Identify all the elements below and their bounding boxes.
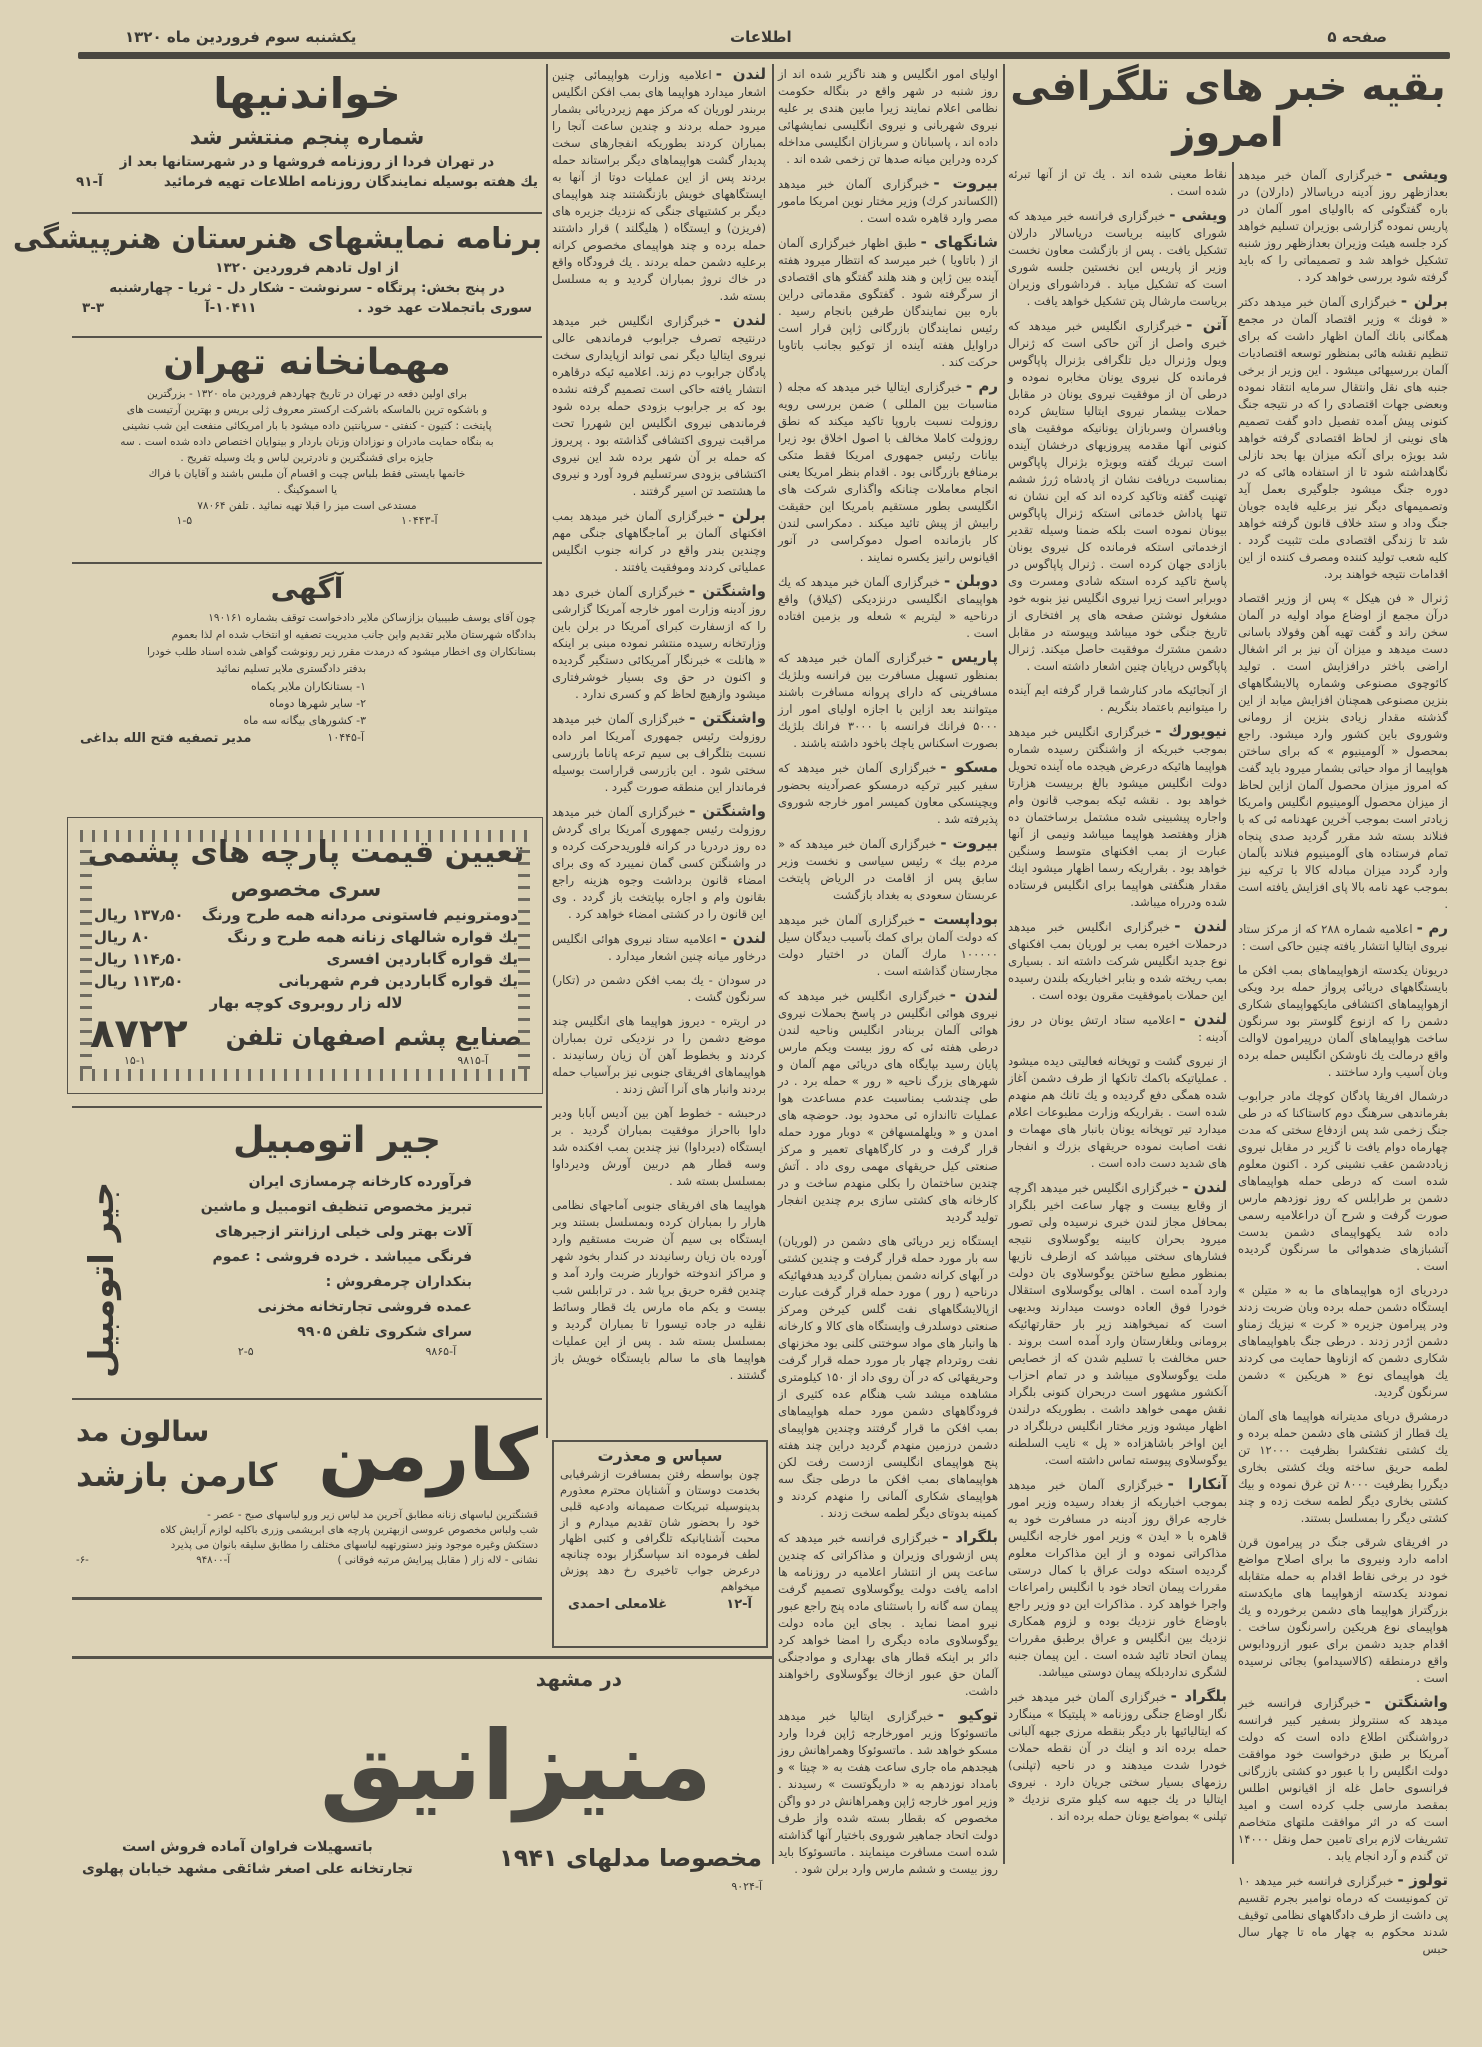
ad-divider	[72, 1398, 542, 1400]
ad-code: -۶-	[76, 1555, 89, 1566]
news-text: اعلامیه ستاد نیروی هوائی انگلیس درخاور میانه چنین اشعار میدارد .	[552, 932, 766, 963]
ad-divider	[72, 336, 542, 338]
news-text: خبرگزاری انگلیس خبر میدهد اگرچه از وقایع بیست و چهار ساعت اخیر بلگراد بمحافل مجاز لندن خبری نرسیده ولی تصور میرود بحران کابینه یوگوسلاوی نتیجه فشارهای سختی میباشد که ازطرف نازیها بمنظور مطیع ساختن یوگوسلاوی بان دولت وارد آمده است . اهالی یوگوسلاوی استقلال خودرا فوق العاده دوست میدارند وبدیهی است که نمیخواهند زیر بار حقارتهائیکه برومانی وبلغارستان وارد آمده است بروند . حس مخالفت با تسلیم شدن که از خصایص ملت یوگوسلاوی میباشد و در تمام احزاب آنکشور مشهور است دربحران کنونی بلگراد نقش مهمی خواهد داشت . بطوریکه درلندن اظهار میشود وزیر مختار انگلیس دربلگراد در این اواخر باشاهزاده « پل » نایب السلطنه یوگوسلاوی پیوسته تماس داشته است.	[1008, 1181, 1227, 1467]
ad-subtitle: سری مخصوص	[230, 877, 382, 901]
news-text: خبرگزاری آلمان خبر میدهد که « مردم بیك » رئیس سیاسی و نخست وزیر سابق پس از اقامت در الریاض پایتخت عربستان سعودی به بغداد بازگشت	[778, 837, 998, 902]
ad-title: جیر اتومبیل	[233, 1120, 441, 1161]
ad-line: برای اولین دفعه در تهران در تاریخ چهاردهم فروردین ماه ۱۳۲۰ - بزرگترین	[147, 388, 467, 400]
price-item: یك قواره گاباردین فرم شهربانی	[278, 972, 518, 990]
ad-line: دستکش وغیره موجود ونیز دستورتهیه لباسهای مختلف را مطابق سلیقه بانوان می پذیرد	[170, 1540, 538, 1551]
news-item	[1008, 317, 1227, 675]
news-text: خبرگزاری آلمان خبر میدهد دکتر « فونك » وزیر اقتصاد آلمان در مجمع همگانی بانك آلمان اظهار داشت که برای تنظیم نقشه هائی بمنظور توسعه اقتصادیات آلمان بررسیهائی میشود . این وزیر از برخی جنبه های نقل وانتقال سرمایه انتقاد نموده وبعضی جهات اقتصادی را که در نتیجه جنگ کنونی پیش آمده تفصیل دادو گفت تصمیم های نوینی از لحاظ اقتصادی گرفته خواهد شد بویژه برای آنکه میزان بها بحد نازلی نگاهداشته شود تا از استفاده هائی که در دوره جنگ میشود جلوگیری بعمل آید وتصمیمهای دیگر نیز برعلیه فایده جویان جنگ وداد و ستد خلاف قانون گرفته خواهد شد تا زندگی اقتصادی ملت تثبیت گردد . کلیه شعب تولید کننده ومصرف کننده از این اقدامات نتیجه خواهند برد.	[1238, 295, 1448, 581]
ad-code: آ-۱۰۴۴۳	[401, 514, 438, 527]
notice-title: سپاس و معذرت	[597, 1446, 723, 1465]
news-text: اعلامیه وزارت هواپیمائی چنین اشعار میدارد هواپیما های بمب افکن انگلیس بربندر لوریان که مرکز مهم زیردریائی بشمار میرود حمله بردند و چندین ساعت آنجا را بمباران کردند بطوریکه انفجارهای سخت پدیدار گشت هواپیماهای دیگر براستاند حمله بردند پس از این عملیات دوتا از آنها به ایستگاههای خویش بازنگشتند چند هواپیمای دیگر بر کشتیهای جنگی که نزدیك جزیره های (فریزن) و ایستگاه ( هلیگلند ) قرار داشتند حمله برده و چند هواپیمای مخصوص کرانه برعلیه دشمن حمله بردند . یك فرودگاه واقع در خاك نروژ بمباران گردید و به مسلسل بسته شد.	[552, 68, 766, 303]
ad-text: یك هفته بوسیله نمایندگان روزنامه اطلاعات تهیه فرمائید	[163, 174, 538, 190]
news-dateline: دوبلن -	[944, 572, 999, 590]
news-dateline: لندن -	[714, 311, 766, 329]
news-text: خبرگزاری انگلیس خبر میدهد که خبری واصل از آتن حاکی است که ژنرال ویول وژنرال دیل تلگرافی بژنرال پاپاگوس فرمانده کل نیروی یونان مخابره نموده و درطی آن از موفقیت نیروی یونان در مقابل حملات بیشمار نیروی ایتالیا ستایش کرده وبافسران وسربازان یونانیکه موفقیت های کنونی آنها مقدمه پیروزیهای درخشان آینده است تبریك گفته وبویژه بژنرال پاپاگوس بمناسبت دریافت نشان از پادشاه ژرژ ششم تهنیت گفته وتاکید کرده اند که این نشان نه تنها پاداش خدماتی استکه ژنرال پاپاگوس بیونان نموده است بلکه ضمنا وسیله تقدیر ازخدماتی استکه فرمانده کل نیروی یونان بازادی جهان کرده است . ژنرال پاپاگوس در پاسخ تاکید کرده استکه شادی ومسرت وی دوبرابر است زیرا نیروی انگلیس نیز بنوبه خود مشغول نوشتن صفحه های پر افتخاری از تاریخ جنگی خود میباشد وپیوسته در مقابل دشمن مشترك موفقیت حاصل میکند. ژنرال پاپاگوس درپایان چنین اشعار داشته است .	[1008, 319, 1227, 673]
ad-line: نشانی - لاله زار ( مقابل پیرایش مرتبه فوقانی )	[337, 1555, 538, 1566]
news-text: ایستگاه زیر دریائی های دشمن در (لوریان) سه بار مورد حمله قرار گرفت و چندین کشتی در آبهای کرانه دشمن بمباران گردید هدفهائیکه درناحیه ( رور ) مورد حمله قرار گرفت عبارت ازپالایشگاههای نفت گلس کیرخن ومرکز صنعتی دوسلدرف وایستگاه های کالا و کارخانه ها وانبار های مواد سوختنی کلنی بود مخزنهای نفت روتردام چهار بار مورد حمله قرار گرفت وحریقهائی که در آن روی داد از ۱۵۰ کیلومتری مشاهده میشد شب هنگام عده کثیری از فرودگاههای دشمن مورد حمله هواپیماهای بمب افکن ما قرار گرفتند وچندین هواپیمای دشمن درزمین منهدم گردید دراین چند هفته پنج هواپیمای انگلیسی ازدست رفت لکن هواپیماهای بمب افکن ما درطی جنگ سه هواپیمای شکاری آلمانی را منهدم کردند و کمینه بدوتای دیگر لطمه سخت زدند .	[778, 1234, 998, 1520]
news-item	[778, 759, 998, 828]
news-item	[778, 1529, 998, 1700]
news-item	[1238, 166, 1448, 286]
price-value: ۱۱۴٫۵۰ ریال	[94, 950, 184, 968]
news-item	[1008, 1688, 1227, 1825]
news-dateline: برلن -	[718, 506, 766, 524]
news-item	[552, 1105, 766, 1190]
ad-line: چون آقای یوسف طبیبیان بزازساکن ملایر دادخواست توقف بشماره ۱۹۰۱۶۱	[208, 612, 536, 624]
ad-company: صنایع پشم اصفهان تلفن	[225, 1023, 522, 1051]
column-divider	[546, 64, 548, 1438]
news-text: خبرگزاری آلمان خبر میدهد بموجب اخباریکه از بغداد رسیده وزیر امور خارجه عراق روز آدینه در مسافرت خود به قاهره با « ایدن » وزیر امور خارجه انگلیس مذاکراتی نموده و از این مذاکرات معلوم گردیده استکه دولت عراق با کمال درستی مقررات پیمان اتحاد خود با انگلیس رامراعات واجرا خواهد کرد . مذاکرات این دو وزیر راجع باوضاع خاور نزدیك بوده و لزوم همکاری نزدیك بین انگلیس و عراق برطبق مقررات پیمان اتحاد تائید شده است . این پیمان جنبه لشگری نداردبلکه پیمان دوستی میباشد.	[1008, 1478, 1227, 1679]
news-item	[552, 710, 766, 796]
news-item	[552, 1197, 766, 1384]
ad-line: فرنگی میباشد . خرده فروشی : عموم	[212, 1249, 472, 1265]
ad-address: لاله زار روبروی کوچه بهار	[209, 994, 403, 1012]
news-text: خبرگزاری ایتالیا خبر میدهد که مجله ( مناسبات بین المللی ) ضمن بررسی رویه روزولت نسبت باروپا تاکید میکند که نطق روزولت کاملا مخالف با اصول اخلاق بود زیرا بیانات رئیس جمهوری امریکا فقط متکی برمنافع بازرگانی بود . اقدام بنظر امریکا یعنی انجام معاملات چنانکه واگذاری شرکت های انگلیسی بطور مستقیم بامریکا این حقیقت رابیش از پیش تائید میکند . دمکراسی لندن کار بازمانده اصول دموکراسی در آنور اقیانوس رانیز یکسره نمایند .	[778, 380, 998, 564]
ad-divider	[72, 1106, 542, 1108]
news-text: خبرگزاری فرانسه خبر میدهد که سنترولز بسفیر کبیر فرانسه درواشنگتن اطلاع داده است که دولت آمریکا بر طبق درخواست خود موافقت دولت انگلیس را با عبور دو کشتی بازرگانی فرانسوی حامل غله از اقیانوس اطلس بمقصد مارسی جلب کرده است و امید است که در اثر موافقت ملتهای متخاصم تشریفات لازم برای تامین حمل ونقل ۱۴۰۰۰ تن گندم و آرد انجام یابد .	[1238, 1696, 1448, 1863]
news-item	[778, 649, 998, 752]
page-number: صفحه ۵	[1327, 28, 1387, 46]
ad-text: در تهران فردا از روزنامه فروشها و در شهرستانها بعد از	[119, 154, 495, 170]
ad-line: جایزه برای قشنگترین و نادرترین لباس و یك وسیله تفریح .	[180, 452, 434, 464]
news-item	[552, 66, 766, 305]
news-text: خبرگزاری آلمان خبر میدهد بعدازظهر روز آدینه دریاسالار (دارلان) در باره گفتگوئی که بااولیای امور آلمان در پاریس نموده گزارشی بوزیران تسلیم خواهد کرد جلسه هیئت وزیران بعدازظهر روز شنبه تشکیل خواهد شد و تصمیماتی را که باید گرفته شود بررسی خواهد کرد .	[1238, 168, 1448, 284]
news-item	[1238, 1408, 1448, 1527]
news-item	[552, 1013, 766, 1098]
price-value: ۱۱۳٫۵۰ ریال	[94, 972, 184, 990]
ad-divider	[72, 1597, 542, 1600]
news-text: اولیای امور انگلیس و هند ناگزیر شده اند از روز شنبه در شهر واقع در بنگاله حکومت نظامی اعلام نمایند زیرا مابین هندی بر علیه نیروی شهربانی و نیروی انگلیسی نمایشهائی داده اند ، پاسبانان و سربازان انگلیسی مداخله کرده ودراین میانه صدها تن زخمی شده اند .	[778, 67, 998, 166]
news-item	[1238, 962, 1448, 1081]
news-item	[1238, 1694, 1448, 1865]
news-dateline: برلن -	[1400, 292, 1448, 310]
news-text: درحبشه - خطوط آهن بین آدیس آبابا ودیر داوا بااحراز موفقیت بمباران گردید . بر ایستگاه (دیرداوا) نیز چندین بمب افکنده شد وسه قطار هم دربین آورش ودیرداوا بمسلسل بسته شد .	[552, 1106, 766, 1188]
news-text: خبرگزاری آلمان خبر میدهد خبر نگار اوضاع جنگی روزنامه « پلیتیکا » مینگارد که ایتالیائیها بار دیگر بنقطه مرزی جبهه آلبانی حمله برده اند و اینك در آن نقطه حملات خودرا شدت میدهند و در ناحیه (تپلنی) رزمهای بسیار سختی جریان دارد . نیروی ایتالیا در یك جبهه سه کیلو متری نزدیك « تپلنی » بمواضع یونان حمله برده اند .	[1008, 1690, 1227, 1823]
ad-list-item: ۱- بستانکاران ملایر یکماه	[250, 680, 366, 693]
news-text: خبرگزاری انگلیس خبر میدهد که نیروی هوائی انگلیس در پاسخ بحملات نیروی هوائی آلمان بربنادر انگلیس وناحیه لندن درطی هفته ئی که روز بیست ویکم مارس پایان رسید بپایگاه های دریائی مهم آلمان و شهرهای بزرگ ناحیه « رور » حمله برد . در طی چندشب بمناسبت عدم مساعدت هوا عملیات تااندازه ئی محدود بود. حوضچه های امدن و « ویلهلمسهافن » دوبار مورد حمله قرار گرفت و در کارگاههای تعمیر و مرکز صنعتی کیل حریقهای مهمی روی داد . آتش چندین ساختمان را بکلی منهدم ساخت و در کارخانه های کشتی سازی برم چندین انفجار تولید گردید	[778, 989, 998, 1224]
news-item	[778, 987, 998, 1226]
price-item: یك قواره شالهای زنانه همه طرح و رنگ	[227, 928, 518, 946]
ad-line: به بنگاه حمایت مادران و نوزادان وزنان باردار و بینوایان اختصاص داده شده است . سه	[120, 436, 494, 448]
news-item	[1008, 1476, 1227, 1681]
news-dateline: توکیو -	[937, 1706, 998, 1724]
ad-title: آگهی	[270, 572, 344, 605]
column-divider	[772, 64, 774, 1864]
news-item	[1008, 1011, 1227, 1046]
ad-phone: ۸۷۲۲	[90, 1011, 188, 1057]
news-dateline: لندن -	[1174, 917, 1227, 935]
news-item	[1008, 1053, 1227, 1172]
news-dateline: آتن -	[1186, 316, 1227, 334]
news-text: از آنجائیکه مادر کنارشما قرار گرفته ایم آینده را میتوانیم باعتماد بنگریم .	[1008, 683, 1227, 714]
ad-line: بدادگاه شهرستان ملایر تقدیم واین جانب مدیریت تصفیه او انتخاب شده ام لذا بعموم	[171, 629, 536, 641]
section-headline: بقیه خبر های تلگرافی امروز	[1010, 64, 1446, 156]
news-dateline: بیروت -	[940, 834, 999, 852]
newspaper-name: اطلاعات	[730, 28, 792, 46]
carmen-logo: کارمن	[318, 1413, 538, 1497]
news-dateline: مسکو -	[940, 758, 998, 776]
ad-carmen-salon	[72, 1402, 542, 1594]
news-dateline: ویشی -	[1385, 165, 1448, 183]
ad-code: آ-۹۴۸۰۰	[196, 1555, 231, 1566]
news-column	[778, 66, 999, 1876]
news-text: خبرگزاری فرانسه خبر میدهد که شورای کابینه بریاست دریاسالار دارلان تشکیل یافت . پس از بازگشت معاون نخست وزیر از پاریس این نخستین جلسه شوری است که تشکیل میابد . فرداشورای وزیران بریاست مارشال پتن تشکیل خواهد یافت .	[1008, 209, 1227, 308]
news-text: خبرگزاری ایتالیا خبر میدهد ماتسوئوکا وزیر امورخارجه ژاپن فردا وارد مسکو خواهد شد . ماتسوئوکا وهمراهانش روز هیجدهم ماه جاری ساعت هفت به « چیتا » و بامداد نوزدهم به « داریگوتست » رسیدند . وزیر امور خارجه ژاپن وهمراهانش در دو واگن مخصوص که بقطار بسته شده واز طرف دولت اتحاد جماهیر شوروی باختیار آنها گذاشته شده است مسافرت مینمایند . ماتسوئوکا باید روز بیست و ششم مارس وارد برلن شود .	[778, 1709, 998, 1876]
ad-divider	[72, 1656, 772, 1659]
news-text: ژنرال « فن هیکل » پس از وزیر اقتصاد درآن مجمع از اوضاع مواد اولیه در آلمان سخن راند و گفت تهیه آهن وفولاد باسانی دست میدهد و میزان آن نیز بر اثر اشغال اراضی باختر درافزایش است . تولید کائوچوی مصنوعی وشماره پالایشگاههای بنزین مصنوعی همچنان افزایش میابد از این گذشته مقدار زیادی بنزین از رومانی وشوروی باین کشور وارد میشود. راجع بمحصول « آلومینیوم » که برای ساختن هواپیما از مواد حیاتی بشمار میرود باید گفت که امروز میزان محصول آلمان ازاین لحاظ از میزان محصول آلومینیوم انگلیس وامریکا زیادتر است بموجب آخرین عهدنامه ئی که با فنلاند بسته شد مقرر گردید صدی پنجاه تمام فرستاده های آلومینیوم فنلاند بآلمان وارد گردد میزان مبادله کالا با ترکیه نیز بموجب عهد نامه بالا پای افزایش یافته است .	[1238, 591, 1448, 911]
ad-code: آ-۹۰۲۴	[731, 1880, 762, 1893]
news-column	[1237, 165, 1449, 1956]
news-dateline: واشنگتن -	[689, 709, 766, 727]
ad-city: در مشهد	[535, 1667, 622, 1691]
ad-subtitle: شماره پنجم منتشر شد	[189, 125, 425, 149]
price-row	[84, 948, 528, 970]
masthead-rule	[78, 52, 1450, 59]
price-item: دومترونیم فاستونی مردانه همه طرح ورنگ	[201, 906, 518, 924]
news-dateline: شانگهای -	[920, 233, 998, 251]
ad-signature: مدیر تصفیه فتح الله بداغی	[80, 731, 252, 746]
ad-code: ۱۰۴۱۱-آ	[205, 300, 257, 316]
news-text: اعلامیه شماره ۲۸۸ که از مرکز ستاد نیروی ایتالیا انتشار یافته چنین حاکی است :	[1238, 922, 1448, 953]
news-item	[778, 1233, 998, 1522]
price-row	[84, 904, 528, 926]
ad-line: شب ولباس مخصوص عروسی ازبهترین پارچه های ابریشمی وزری باکلیه لوازم آرایش کلاه	[160, 1525, 538, 1536]
news-dateline: لندن -	[949, 986, 999, 1004]
column-divider	[1003, 64, 1005, 1864]
ad-code: آ-۱۲	[726, 1597, 752, 1612]
news-text: در اریتره - دیروز هواپیما های انگلیس چند موضع دشمن را در نزدیکی ترن بمباران کردند و بخطوط آهن آن زیان رسانیدند . هواپیماهای افریقای جنوبی نیز برآسیاب حمله بردند وانبار های آنرا آتش زدند .	[552, 1014, 766, 1096]
ad-code: آ-۱۰۴۴۵	[327, 731, 364, 744]
news-item	[778, 1707, 998, 1878]
news-text: خبرگزاری آلمان خبر میدهد که سفیر کبیر ترکیه درمسکو عصرآدینه بحضور ویچینسکی معاون کمیسر امور خارجه شوروی پذیرفته شد .	[778, 761, 998, 826]
news-dateline: تولوز -	[1397, 1871, 1449, 1889]
news-item	[1238, 1872, 1448, 1958]
news-dateline: لندن -	[1179, 1010, 1227, 1028]
news-dateline: بلگراد -	[942, 1528, 998, 1546]
news-text: خبرگزاری آلمان خبر میدهد روزولت رئیس جمهوری آمریکا امر داده نسبت بتلگراف بی سیم ترعه پاناما بازرسی سختی شود . این بازرسی قراراست بوسیله فرماندار این منطقه صورت گیرد .	[552, 712, 766, 794]
news-dateline: لندن -	[715, 65, 766, 83]
news-text: نقاط معینی شده اند . یك تن از آنها تبرئه شده است .	[1008, 167, 1227, 198]
ad-side-title: جیر اتومبیل	[82, 1181, 122, 1379]
news-dateline: نیویورك -	[1155, 722, 1227, 740]
ad-code: آ-۹۸۱۵	[457, 1054, 488, 1067]
ad-body	[72, 386, 542, 514]
news-item	[1238, 1282, 1448, 1401]
news-text: خبرگزاری آلمان خبر میدهد بمب افکنهای آلمان بر آماجگاههای جنگی مهم وچندین بندر واقع در کرانه جنوب انگلیس عملیاتی کردند وموفقیت یافتند .	[552, 509, 766, 574]
news-column	[552, 66, 766, 1426]
news-item	[778, 378, 998, 566]
news-text: دریونان یکدسته ازهواپیماهای بمب افکن ما بایستگاههای دریائی پرواز حمله برد ویکی ازهواپیماهای اکتشافی مایکهواپیمای شکاری دشمن را که ازنوع گلوستر بود سرنگون ساخت هواپیماهای آلمان درپیرامون لاوالت واقع درمالت یك ناوشکن انگلیس حمله برده وبان آسیب وارد ساختند .	[1238, 963, 1448, 1079]
news-dateline: رم -	[965, 377, 999, 395]
news-item	[1008, 1179, 1227, 1469]
news-item	[552, 583, 766, 703]
ad-subtitle: سالون مد	[76, 1415, 210, 1448]
ad-divider	[72, 562, 542, 564]
ad-line: عمده فروشی تجارتخانه مخزنی	[257, 1299, 472, 1315]
ad-divider	[72, 212, 542, 214]
ad-models: مخصوصا مدلهای ۱۹۴۱	[499, 1844, 762, 1872]
news-item	[552, 930, 766, 965]
news-text: اعلامیه ستاد ارتش یونان در روز آدینه :	[1008, 1013, 1227, 1044]
news-item	[778, 911, 998, 980]
ad-code: ۲-۵	[237, 1345, 254, 1358]
ad-line: یا اسموکینگ .	[276, 484, 338, 496]
ad-title: کارمن بازشد	[76, 1456, 278, 1494]
news-item	[552, 972, 766, 1006]
ad-title: برنامه نمایشهای هنرستان هنرپیشگی	[12, 221, 542, 255]
price-value: ۱۳۷٫۵۰ ریال	[94, 906, 184, 924]
news-dateline: واشنگتن -	[689, 802, 766, 820]
news-item	[1238, 293, 1448, 583]
news-text: خبرگزاری آلمان خبر میدهد که بمنظور تسهیل مسافرت بین فرانسه وبلژیك مسافرینی که دارای پروانه مسافرت باشند میتوانند بعد ازاین با اجازه اولیای امور ارز ۵۰۰۰ فرانك فرانسه با ۳۰۰۰ فرانك بلژیك بصورت اسکناس یاچك باخود داشته باشند .	[778, 651, 998, 750]
ad-line: خانمها بایستی فقط بلباس چیت و اقسام آن ملبس باشند و آقایان با فراك	[148, 468, 466, 480]
price-value: ۸۰ ریال	[94, 928, 151, 946]
news-dateline: واشنگتن -	[688, 582, 766, 600]
news-text: هواپیما های افریقای جنوبی آماجهای نظامی هارار را بمباران کرده وبمسلسل بستند وبر ایستگاه بی سیم آن ضربت مستقیم وارد آورده بان زیان رسانیدند در کندار بخود شهر و مراکز اندوخته خواربار ضربت وارد آمد و چندین فقره حریق برپا شد . در ترابلس شب بیست و یکم ماه مارس یك قطار وسائط نقلیه در جاده تیسورا تا بمباران گردید و بمسلسل بسته شد . پس از این عملیات هواپیما های ما سالم بایستگاه خویش باز گشتند .	[552, 1198, 766, 1382]
price-row	[84, 926, 528, 948]
news-dateline: رم -	[1416, 919, 1448, 937]
news-dateline: بیروت -	[933, 174, 998, 192]
ad-hotel-tehran	[72, 340, 542, 560]
ad-list-item: ۲- سایر شهرها دوماه	[269, 697, 366, 710]
ad-line: بستانکاران وی اخطار میشود که درمدت مقرر زیر رونوشت گواهی شده اسناد طلب خودرا	[146, 646, 536, 658]
news-text: در سودان - یك بمب افکن دشمن در (تکار) سرنگون گشت .	[552, 973, 766, 1004]
ad-code: آ-۹۸۶۵	[425, 1345, 457, 1358]
ad-code: آ-۹۱	[76, 174, 103, 190]
news-dateline: واشنگتن -	[1364, 1693, 1448, 1711]
ad-line: باتسهیلات فراوان آماده فروش است	[122, 1839, 373, 1855]
ad-title: مهمانخانه تهران	[163, 342, 451, 383]
news-column	[1008, 166, 1227, 1860]
issue-date: یکشنبه سوم فروردین ماه ۱۳۲۰	[125, 28, 357, 46]
ad-code: ۱۵-۱	[124, 1054, 146, 1067]
ad-code: ۱-۵	[176, 514, 193, 527]
news-text: دردریای اژه هواپیماهای ما به « متیلن » ایستگاه دشمن حمله برده وبان ضربت زدند ودر پیرامون جزیره « کرت » نیزیك زمناو دشمن اژدر زدند . درطی جنگ باهواپیماهای شکاری دشمن که ازناوها حمایت می کردند یك هواپیمای نوع « هریکین » دشمن سرنگون گردید.	[1238, 1283, 1448, 1399]
news-text: درمشرق دریای مدیترانه هواپیما های آلمان یك قطار از کشتی های دشمن حمله برده و یك کشتی نفتکشرا بظرفیت ۱۲۰۰۰ تن لطمه حریق ساخته ویك کشتی بخاری دیگررا بظرفیت ۸۰۰۰ تن غرق نموده و بیك کشتی بخاری دیگر لطمه سخت زده و چند کشتی دیگر را بمسلسل بستند.	[1238, 1409, 1448, 1525]
ad-theatre-program	[12, 218, 542, 334]
news-item	[1238, 920, 1448, 955]
news-text: خبرگزاری انگلیس خبر میدهد بموجب خبریکه از واشنگتن رسیده شماره هواپیما هائیکه درعرض هیجده ماه آینده تحویل دولت انگلیس میشود بالغ بربیست هزارتا خواهد بود . نقشه ئیکه بموجب قانون وام واجاره پیشبینی شده مشتمل برساختمان ده هزار وهفتصد هواپیما میباشد ونیمی از آنها عبارت از بمب افکنهای متوسط وسنگین خواهد بود . بقراریکه رسما اظهار میشود اینك مقدار هنگفتی هواپیما برای انگلیس فرستاده شده ودرراه میباشد.	[1008, 725, 1227, 909]
ad-code: ۳-۳	[82, 300, 105, 316]
ad-line: و باشکوه ترین بالماسکه باشرکت ارکستر معروف ژلی بریس و بهترین آرتیست های	[126, 404, 488, 416]
ad-list-item: ۳- کشورهای بیگانه سه ماه	[243, 714, 366, 727]
ad-line: تبریز مخصوص تنظیف اتومبیل و ماشین	[200, 1199, 472, 1215]
news-text: خبرگزاری انگلیس خبر میدهد درنتیجه تصرف جرابوب فرماندهی عالی نیروی ایتالیا دیگر نمی تواند ازپایداری سخت پادگان جرابوب دم زند. اعلامیه ئیکه درقاهره انتشار یافته حاکی است تصمیم گرفته نشده بود که بر جرابوب بزودی حمله برده شود فرماندهی نیروی انگلیس این شهررا تحت مراقبت نیروی اکتشافی گذاشته بود . پریروز که حمله بر آن شهر برده شد این نیروی اکتشافی بزودی سرتسلیم فرود آورد و نیروی ما هشتصد تن اسیر گرفتند .	[552, 314, 766, 498]
ad-text: از اول تادهم فروردین ۱۳۲۰	[215, 260, 399, 276]
news-item	[778, 234, 998, 371]
news-item	[778, 175, 998, 227]
notice-text: چون بواسطه رفتن بمسافرت ازشرفیابی بخدمت دوستان و آشنایان محترم معذورم بدینوسیله تبریکات صمیمانه وادعیه قلبی خود را بحضور شان تقدیم میدارم و از محبت آشنایانیکه تلگرافی و کتبی اظهار لطف فرموده اند سپاسگزار بوده چنانچه درعرض جواب تاخیری رخ دهد پوزش میخواهم	[560, 1468, 760, 1593]
news-item	[552, 312, 766, 500]
news-text: خبرگزاری فرانسه خبر میدهد که پس ازشورای وزیران و مذاکراتی که چندین ساعت پس از انتشار اعلامیه در روزنامه ها ادامه یافت دولت یوگوسلاوی تصمیم گرفت پیمان سه گانه را باستثنای ماده پنج راجع عبور نیرو امضا نماید . بجای این ماده دولت یوگوسلاوی ماده دیگری را امضا خواهد کرد دائر بر اینکه قطار های بهداری و موادجنگی آلمان حق عبور ازخاك یوگوسلاوی راخواهند داشت.	[778, 1531, 998, 1698]
news-item	[1008, 166, 1227, 200]
news-dateline: ویشی -	[1169, 206, 1228, 224]
ad-line: سرای شکروی تلفن ۹۹۰۵	[297, 1324, 472, 1340]
news-item	[1238, 1088, 1448, 1275]
news-text: خبرگزاری آلمان خبری دهد روز آدینه وزارت امور خارجه آمریکا گزارشی را که ازسفارت کبرای آمریکا در برلن باین وزارتخانه رسیده منتشر نموده مبنی بر اینکه « هانلت » خبرنگار آمریکائی دستگیر گردیده و اکنون در حق وی بسیار خوشرفتاری میشود وازهیچ لحاظ کم و کسری ندارد .	[552, 585, 766, 701]
price-row	[84, 970, 528, 992]
brand-logo: منیزانیق	[319, 1710, 712, 1822]
ad-line: قشنگترین لباسهای زنانه مطابق آخرین مد لباس زیر ورو لباسهای صبح - عصر -	[207, 1510, 538, 1521]
news-item	[778, 835, 998, 904]
ad-line: بدفتر دادگستری ملایر تسلیم نمائید	[216, 663, 366, 675]
news-dateline: لندن -	[720, 929, 767, 947]
ad-car-chamois	[72, 1112, 542, 1396]
news-text: خبرگزاری انگلیس خبر میدهد درحملات اخیره بمب بر لوریان بمب افکنهای نوع جدید انگلیس شرکت داشته اند . بسیاری بمب ریخته شده و بنابر اخباریکه بلندن رسیده این حملات باموفقیت مقرون بوده است .	[1008, 920, 1227, 1002]
news-text: در افریقای شرقی جنگ در پیرامون قرن ادامه دارد ونیروی ما برای اصلاح مواضع خود در برخی نقاط اقدام به حمله متقابله نمودند یکدسته ازهواپیما های مایکدسته بزرگتراز هواپیما های دشمن برخورده و یك هواپیمای نوع هریکین راسرنگون ساخت . اقدام جدید دشمن برای عبور ازرودابوس واقع درمنطقه (کالاسیدامو) بجائی نرسیده است .	[1238, 1535, 1448, 1685]
news-text: خبرگزاری فرانسه خبر میدهد ۱۰ تن کمونیست که درماه نوامبر بجرم تقسیم پی داشت از طرف دادگاههای نظامی توقیف شدند محکوم به چهار ماه تا چهار سال حبس	[1237, 1874, 1448, 1956]
column-divider	[1232, 162, 1234, 1864]
news-dateline: لندن -	[1182, 1178, 1227, 1196]
news-item	[1008, 682, 1227, 716]
news-item	[1238, 1534, 1448, 1687]
news-text: طبق اظهار خبرگزاری آلمان از ( باتاویا ) خبر میرسد که انتظار میرود هفته آینده بین ژاپن و هند هلند گفتگو های اقتصادی از سرگرفته شود . گفتگوی مقدماتی دراین باره بین نمایندگان طرفین بانجام رسید . رئیس نمایندگان بازرگانی ژاپن قرار است دراوایل هفته آینده از توکیو بجانب باتاویا حرکت کند .	[778, 236, 998, 369]
news-text: درشمال افریقا پادگان کوچك مادر جرابوب بفرماندهی سرهنگ دوم کاستاکنا که در طی جنگ زخمی شد پس ازدفاع سختی که مدت چهارماه دوام یافت نا گزیر در مقابل نیروی زیاددشمن عقب نشینی کرد . اکنون معلوم شده است که درطی حمله هواپیماهای دشمن بر طرابلس که روز نوزدهم مارس صورت گرفت و شرح آن دراعلامیه رسمی داده شد یکهواپیمای دشمن بدست آتشبازهای ضدهوائی ما سرنگون گردیده است .	[1238, 1089, 1448, 1273]
news-dateline: آنکارا -	[1167, 1475, 1227, 1493]
ad-line: تجارتخانه علی اصغر شائقی مشهد خیابان پهلوی	[82, 1861, 413, 1877]
news-item	[778, 66, 998, 168]
news-item	[778, 573, 998, 642]
ad-mashhad-cars	[72, 1662, 772, 1952]
news-text: خبرگزاری آلمان خبر میدهد روزولت رئیس جمهوری آمریکا برای گردش ده روز دردریا در کرانه فلوریدحرکت کرده و در واشنگتن کسی گمان نمیبرد که وی برای امضاء قانون برداشت وجوه هزینه راجع بقانون وام و اجاره بپایتخت باز گردد . وی این قانون را در کشتی امضاء خواهد کرد .	[552, 805, 766, 921]
news-text: از نیروی گشت و توپخانه فعالیتی دیده میشود . عملیاتیکه باکمك تانکها از طرف دشمن آغاز شده همگی دفع گردیده و یك تانك هم منهدم شده است . بقراریکه وزارت مطبوعات اعلام میدارد تیر توپخانه یونان بانبار های مهمات و نفت اصابت نموده حریقهای بزرك و انفجار های شدید دست داده است .	[1008, 1054, 1227, 1170]
news-item	[1238, 590, 1448, 913]
ad-text: سوری باتجملات عهد خود .	[357, 300, 532, 316]
news-text: خبرگزاری آلمان خبر میدهد (الکساندر کرك) وزیر مختار نوین امریکا مامور مصر وارد قاهره شده است .	[778, 177, 998, 225]
ad-notice	[72, 568, 542, 804]
news-text: خبرگزاری آلمان خبر میدهد که یك هواپیمای انگلیسی درنزدیکی (کیلاق) واقع درناحیه « لیتریم » شعله ور بزمین افتاده است .	[778, 575, 998, 640]
news-item	[1008, 207, 1227, 310]
news-dateline: بلگراد -	[1170, 1687, 1227, 1705]
ad-wool-fabric	[84, 832, 528, 1084]
notice-thanks	[552, 1440, 768, 1648]
news-dateline: پاریس -	[937, 648, 998, 666]
ad-title: تعیین قیمت پارچه های پشمی	[87, 835, 525, 870]
notice-signature: غلامعلی احمدی	[568, 1597, 668, 1612]
ad-line: بنکداران چرمفروش :	[325, 1274, 472, 1290]
ad-line: آلات بهتر ولی خیلی ارزانتر ازجیرهای	[215, 1224, 472, 1240]
ad-line: فرآورده کارخانه چرمسازی ایران	[248, 1174, 472, 1190]
price-item: یك قواره گاباردین افسری	[326, 950, 518, 968]
ad-title: خواندنیها	[213, 69, 401, 118]
news-dateline: بوداپست -	[919, 910, 998, 928]
ad-line: پایتخت : کتیون - کنفتی - سرپانتین داده میشود با بار امریکائی منفعت این شب نشینی	[122, 420, 492, 432]
ad-text: در پنج بخش: پرتگاه - سرنوشت - شکار دل - ثریا - چهارشنبه	[109, 280, 505, 296]
ad-line: مستدعی است میز را قبلا تهیه نمائید . تلفن ۷۸۰۶۴	[197, 500, 417, 512]
news-item	[1008, 918, 1227, 1004]
ad-khandaniha	[72, 66, 542, 212]
news-item	[552, 803, 766, 923]
news-item	[1008, 723, 1227, 911]
news-text: خبرگزاری آلمان خبر میدهد که دولت آلمان برای کمك بآسیب دیدگان سیل ۱۰۰۰۰۰ مارك آلمان در اختیار دولت مجارستان گذاشته است .	[778, 913, 998, 978]
news-item	[552, 507, 766, 576]
